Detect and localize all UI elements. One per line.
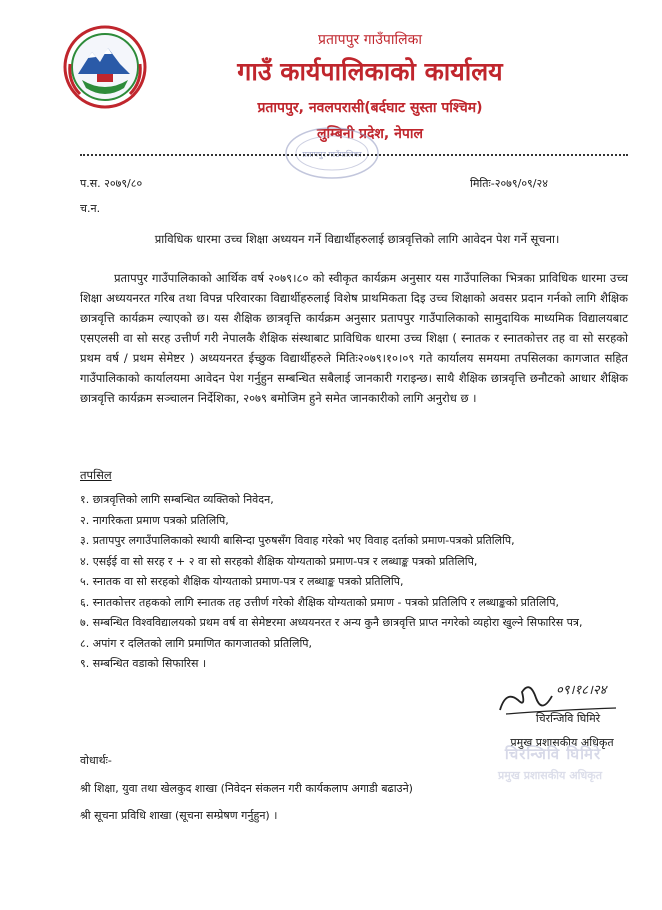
notice-subject: प्राविधिक धारमा उच्च शिक्षा अध्ययन गर्ने विद्यार्थीहरुलाई छात्रवृत्तिको लागि आवेदन पेश गर्ने सूचना। bbox=[154, 232, 560, 246]
bodhartha-heading: वोधार्थः- bbox=[80, 754, 112, 767]
stamp-text: प्रतापपुर गाउँपालिका bbox=[302, 150, 362, 159]
tapasil-heading: तपसिल bbox=[80, 468, 112, 482]
seal-name: चिरन्जिवि घिमिरे bbox=[504, 745, 602, 763]
list-item: ५. स्नातक वा सो सरहको शैक्षिक योग्यताको प्रमाण-पत्र र लब्धाङ्क पत्रको प्रतिलिपि, bbox=[80, 575, 404, 588]
list-item: ९. सम्बन्धित वडाको सिफारिस । bbox=[80, 657, 207, 670]
list-item: २. नागरिकता प्रमाण पत्रको प्रतिलिपि, bbox=[80, 513, 229, 527]
header-municipality: प्रतापपुर गाउँपालिका bbox=[318, 32, 422, 48]
seal-title: प्रमुख प्रशासकीय अधिकृत bbox=[498, 769, 602, 782]
header-office: गाउँ कार्यपालिकाको कार्यालय bbox=[237, 57, 503, 86]
notice-body bbox=[80, 268, 628, 408]
list-item: ४. एसईई वा सो सरह र + २ वा सो सरहको शैक्षिक योग्यताको प्रमाण-पत्र र लब्धाङ्क पत्रको प्रतिलिपि, bbox=[80, 554, 478, 568]
document-list bbox=[80, 490, 632, 675]
list-item: ३. प्रतापपुर लगाउँपालिकाको स्थायी बासिन्दा पुरुषसँग विवाह गरेको भए विवाह दर्ताको प्रमाण-पत्रको प्रतिलिपि, bbox=[80, 534, 515, 547]
dispatch-number: च.न. bbox=[80, 202, 101, 215]
list-item: ८. अपांग र दलितको लागि प्रमाणित कागजातको प्रतिलिपि, bbox=[80, 636, 313, 650]
header-address: प्रतापपुर, नवलपरासी(बर्दघाट सुस्ता पश्चिम) bbox=[257, 100, 483, 116]
signatory-title: प्रमुख प्रशासकीय अधिकृत bbox=[510, 736, 614, 749]
list-item: ६. स्नातकोत्तर तहकको लागि स्नातक तह उत्तीर्ण गरेको शैक्षिक योग्यताको प्रमाण - पत्रको प्रतिलिपि र लब्धाङ्कको प्रतिलिपि, bbox=[80, 595, 559, 609]
list-item: ७. सम्बन्धित विश्वविद्यालयको प्रथम वर्ष वा सेमेष्टरमा अध्ययनरत र अन्य कुनै छात्रवृत्ति प्राप्त नगरेको व्यहोरा खुल्ने सिफारिस पत्र, bbox=[80, 616, 583, 629]
signature-date: ०९।१८।२४ bbox=[556, 683, 607, 698]
signatory-name: चिरन्जिवि घिमिरे bbox=[535, 712, 601, 725]
body-paragraph: प्रतापपुर गाउँपालिकाको आर्थिक वर्ष २०७९।८० को स्वीकृत कार्यक्रम अनुसार यस गाउँपालिका भित्रका प्राविधिक धारमा उच्च शिक्षा अध्ययनरत गरिब तथा विपन्न परिवारका विद्यार्थीहरुलाई विशेष प्राथमिकता दिइ उच्च शिक्षाको अवसर प्रदान गर्नको लागि शैक्षिक छात्रवृत्ति कार्यक्रम ल्याएको छ। यस शैक्षिक छात्रवृत्ति कार्यक्रम अनुसार प्रतापपुर गाउँपालिकाको सामुदायिक माध्यमिक विद्यालयबाट एसएलसी वा सो सरह उत्तीर्ण गरी नेपालकै शैक्षिक संस्थाबाट प्राविधिक धारमा उच्च शिक्षा ( स्नातक र स्नातकोत्तर तह वा सो सरहको प्रथम वर्ष / प्रथम सेमेष्टर ) अध्ययनरत ईच्छुक विद्यार्थीहरुले मितिः२०७९।१०।०९ गते कार्यालय समयमा तपसिलका कागजात सहित गाउँपालिकाको कार्यालयमा आवेदन पेश गर्नुहुन सम्बन्धित सबैलाई जानकारी गराइन्छ। साथै शैक्षिक छात्रवृत्ति छनौटको आधार शैक्षिक छात्रवृत्ति कार्यक्रम सञ्चालन निर्देशिका, २०७९ बमोजिम हुने समेत जानकारीको लागि अनुरोध छ । bbox=[80, 271, 628, 405]
copy-to-education-section: श्री शिक्षा, युवा तथा खेलकुद शाखा (निवेदन संकलन गरी कार्यकलाप अगाडी बढाउने) bbox=[80, 782, 413, 795]
header-province: लुम्बिनी प्रदेश, नेपाल bbox=[317, 126, 423, 142]
letter-number: प.स. २०७९/८० bbox=[80, 177, 143, 190]
office-stamp-icon bbox=[282, 124, 382, 182]
header-divider bbox=[80, 154, 628, 156]
letter-date: मितिः-२०७९/०९/२४ bbox=[470, 177, 548, 190]
government-emblem-icon bbox=[62, 24, 148, 110]
list-item: १. छात्रवृत्तिको लागि सम्बन्धित व्यक्तिको निवेदन, bbox=[80, 493, 274, 506]
copy-to-it-section: श्री सूचना प्रविधि शाखा (सूचना सम्प्रेषण गर्नुहुन) । bbox=[80, 809, 278, 822]
